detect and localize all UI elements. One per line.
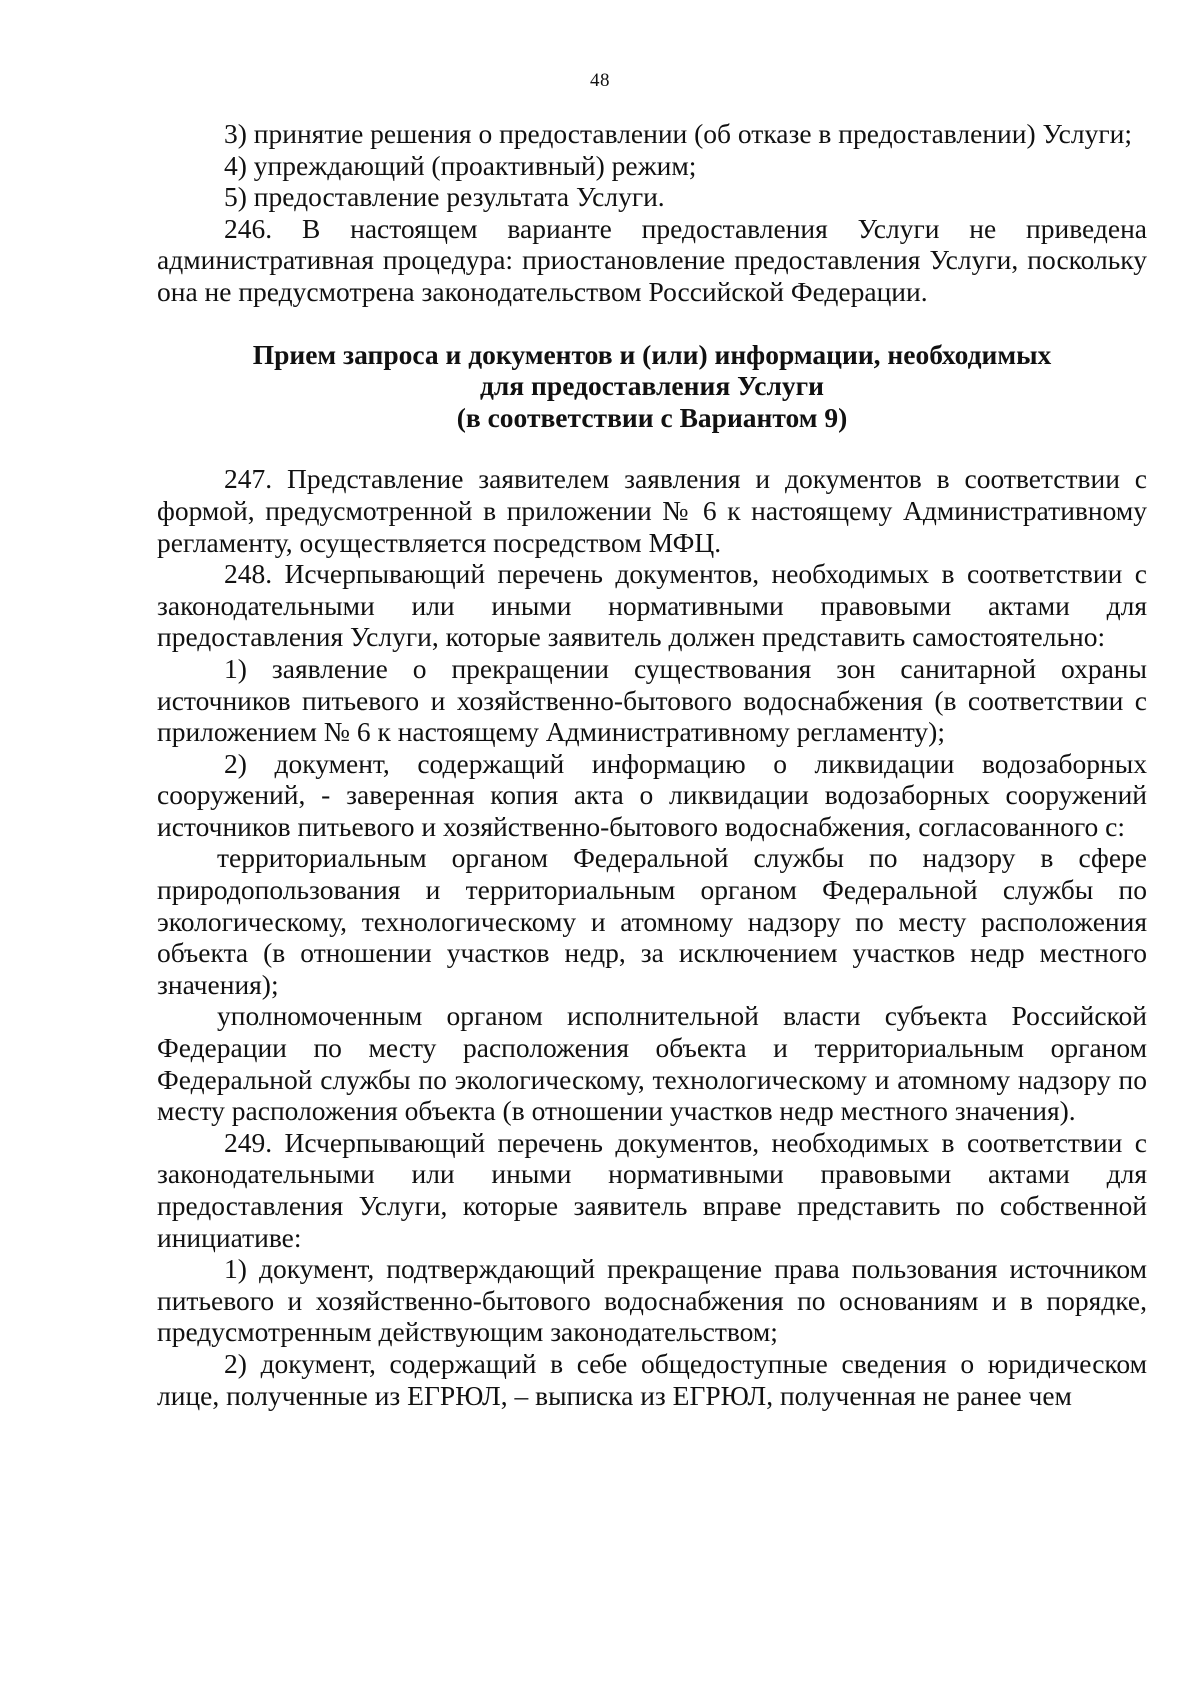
paragraph-249: 249. Исчерпывающий перечень документов, необходимых в соответствии с законодательными или иными нормативными правовыми актами для предоставления Услуги, которые заявитель вправе представить по собственной инициативе: bbox=[157, 1126, 1147, 1253]
paragraph-249-item-2: 2) документ, содержащий в себе общедоступные сведения о юридическом лице, полученные из ЕГРЮЛ, – выписка из ЕГРЮЛ, полученная не ранее чем bbox=[157, 1347, 1147, 1411]
paragraph-248: 248. Исчерпывающий перечень документов, необходимых в соответствии с законодательными или иными нормативными правовыми актами для предоставления Услуги, которые заявитель должен представить самостоятельно: bbox=[157, 558, 1147, 653]
section-heading bbox=[157, 339, 1147, 434]
paragraph-item-4: 4) упреждающий (проактивный) режим; bbox=[224, 149, 697, 181]
paragraph-248-agreement-2: уполномоченным органом исполнительной власти субъекта Российской Федерации по месту расположения объекта и территориальным органом Федеральной службы по экологическому, технологическому и атомному надзору по месту расположения объекта (в отношении участков недр местного значения). bbox=[157, 1000, 1147, 1127]
paragraph-248-item-2: 2) документ, содержащий информацию о ликвидации водозаборных сооружений, - заверенная копия акта о ликвидации водозаборных сооружений источников питьевого и хозяйственно-бытового водоснабжения, согласованного с: bbox=[157, 747, 1147, 842]
document-body bbox=[157, 118, 1147, 1411]
paragraph-item-3: 3) принятие решения о предоставлении (об отказе в предоставлении) Услуги; bbox=[224, 118, 1132, 149]
page-number: 48 bbox=[590, 70, 610, 91]
paragraph-item-5: 5) предоставление результата Услуги. bbox=[224, 181, 665, 213]
paragraph-249-item-1: 1) документ, подтверждающий прекращение права пользования источником питьевого и хозяйственно-бытового водоснабжения по основаниям и в порядке, предусмотренным действующим законодательством; bbox=[157, 1253, 1147, 1348]
section-heading-line-1: Прием запроса и документов и (или) информации, необходимых bbox=[252, 338, 1052, 370]
paragraph-246: 246. В настоящем варианте предоставления Услуги не приведена административная процедура: приостановление предоставления Услуги, поскольку она не предусмотрена законодательством Российской Федерации. bbox=[157, 212, 1147, 307]
paragraph-248-item-1: 1) заявление о прекращении существования зон санитарной охраны источников питьевого и хозяйственно-бытового водоснабжения (в соответствии с приложением № 6 к настоящему Административному регламенту); bbox=[157, 652, 1147, 748]
paragraph-247: 247. Представление заявителем заявления и документов в соответствии с формой, предусмотренной в приложении № 6 к настоящему Административному регламенту, осуществляется посредством МФЦ. bbox=[157, 463, 1147, 558]
paragraph-248-agreement-1: территориальным органом Федеральной службы по надзору в сфере природопользования и территориальным органом Федеральной службы по экологическому, технологическому и атомному надзору по месту расположения объекта (в отношении участков недр, за исключением участков недр местного значения); bbox=[157, 842, 1147, 1000]
section-heading-line-3: (в соответствии с Вариантом 9) bbox=[456, 401, 848, 433]
section-heading-line-2: для предоставления Услуги bbox=[479, 370, 825, 402]
